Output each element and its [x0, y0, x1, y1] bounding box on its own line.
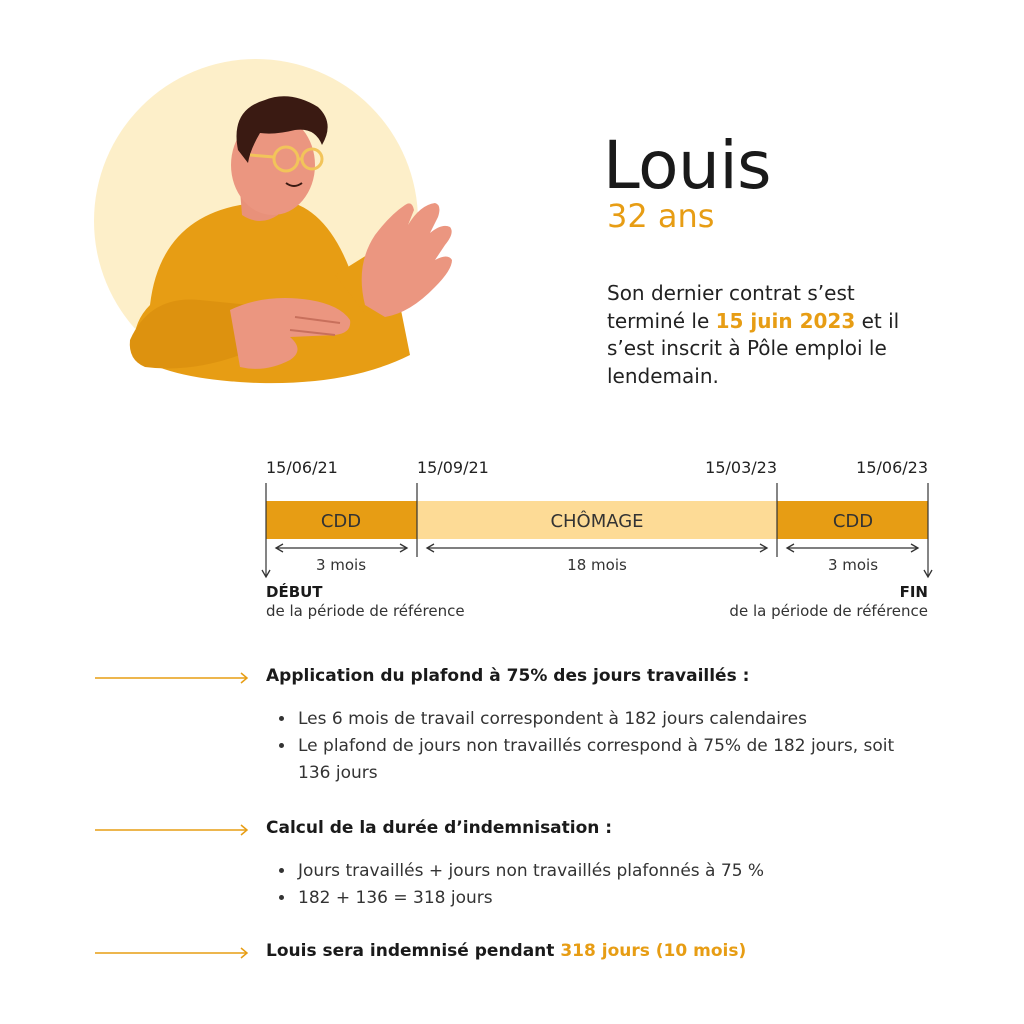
ceiling-section-title: Application du plafond à 75% des jours travaillés :: [266, 666, 750, 686]
list-item: • Les 6 mois de travail correspondent à 182 jours calendaires: [296, 706, 926, 733]
date-label-2: 15/09/21: [417, 458, 489, 477]
date-label-1: 15/06/21: [266, 458, 338, 477]
section-arrow-icon-3: [95, 947, 250, 959]
end-subtitle: de la période de référence: [729, 602, 928, 620]
person-name: Louis: [603, 127, 772, 204]
start-title: DÉBUT: [266, 583, 323, 601]
duration-label-2: 18 mois: [567, 556, 627, 574]
segment-label-cdd-1: CDD: [320, 511, 362, 532]
section-arrow-icon-1: [95, 672, 250, 684]
contract-end-date: 15 juin 2023: [715, 308, 856, 333]
person-age: 32 ans: [607, 197, 715, 235]
result-duration: 318 jours (10 mois): [560, 941, 747, 961]
reference-period-timeline: [250, 450, 950, 630]
person-illustration: [90, 55, 490, 395]
date-label-3: 15/03/23: [705, 458, 777, 477]
intro-text: Son dernier contrat s’est terminé le 15 juin 2023 et il s’est inscrit à Pôle emploi le lendemain.: [607, 281, 900, 388]
list-item: • Jours travaillés + jours non travaillés plafonnés à 75 %: [296, 858, 926, 885]
duration-bullet-list: [276, 858, 926, 912]
segment-label-cdd-2: CDD: [832, 511, 874, 532]
end-title: FIN: [899, 583, 928, 601]
ceiling-bullet-list: [276, 706, 926, 787]
date-label-4: 15/06/23: [856, 458, 928, 477]
section-arrow-icon-2: [95, 824, 250, 836]
list-item: • Le plafond de jours non travaillés correspond à 75% de 182 jours, soit 136 jours: [296, 733, 926, 787]
list-item: • 182 + 136 = 318 jours: [296, 885, 926, 912]
start-subtitle: de la période de référence: [266, 602, 465, 620]
duration-label-3: 3 mois: [827, 556, 879, 574]
duration-section-title: Calcul de la durée d’indemnisation :: [266, 818, 613, 838]
result-statement: Louis sera indemnisé pendant 318 jours (10 mois): [266, 941, 747, 961]
duration-label-1: 3 mois: [315, 556, 367, 574]
segment-label-chomage: CHÔMAGE: [550, 511, 644, 532]
